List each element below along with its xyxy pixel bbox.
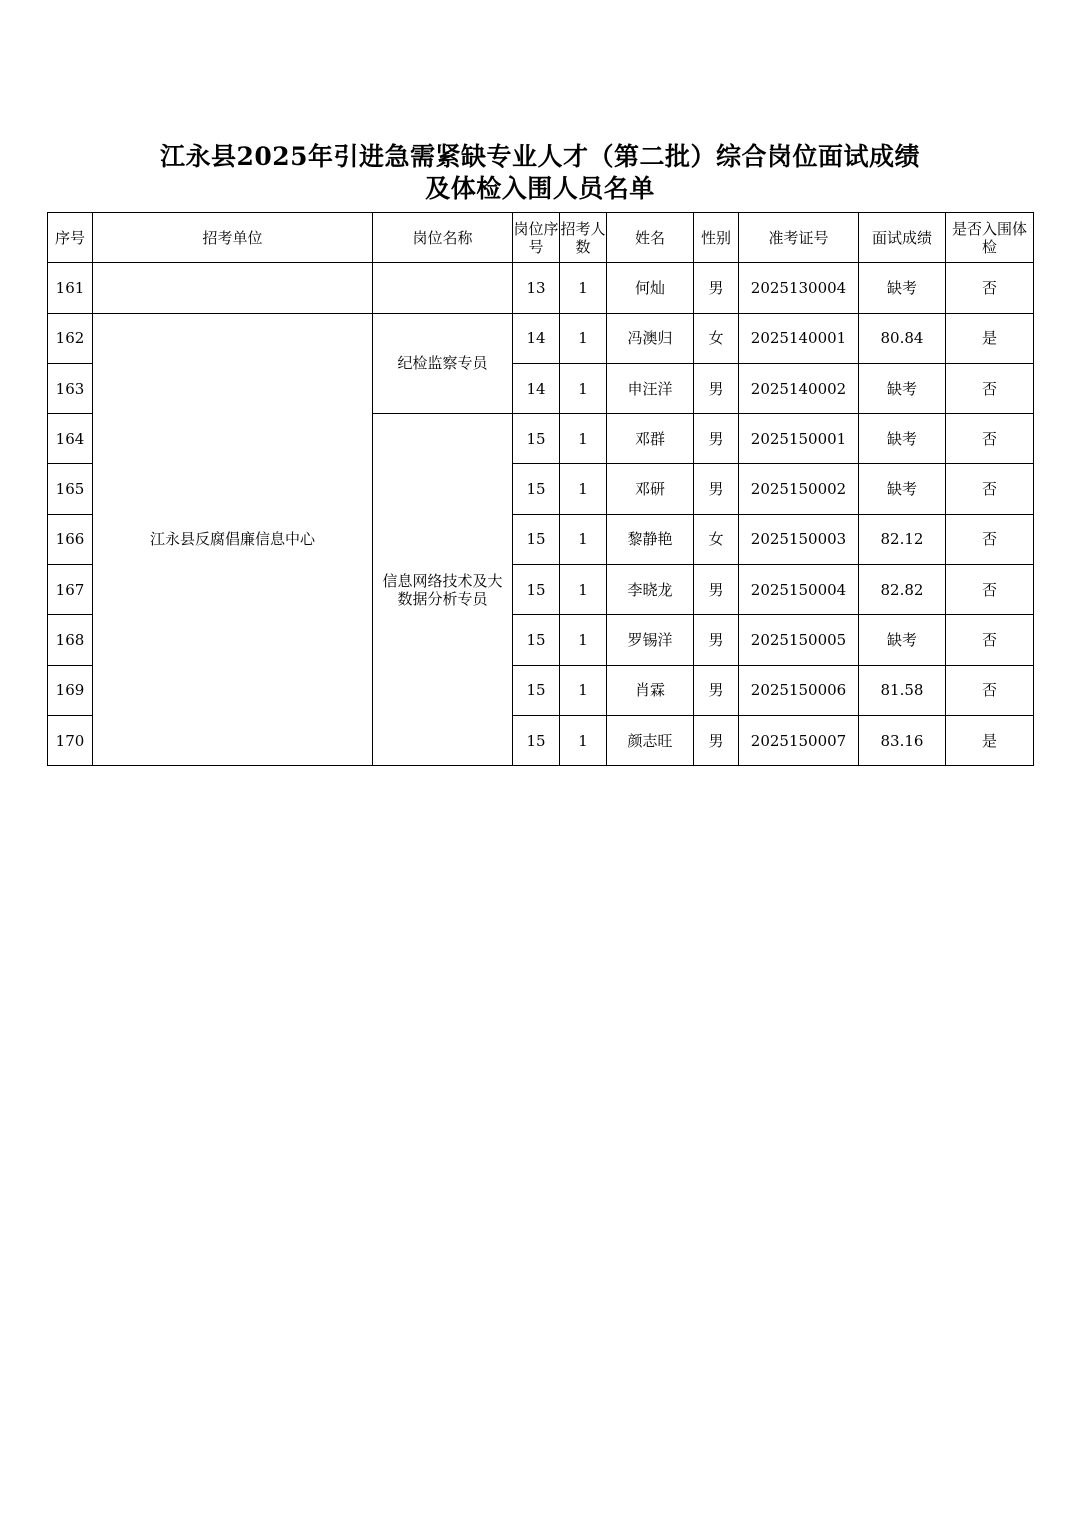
cell-name: 申汪洋 — [607, 363, 694, 413]
cell-exam-id: 2025150002 — [739, 464, 859, 514]
table-row — [48, 313, 1034, 363]
cell-exam-id: 2025150007 — [739, 715, 859, 765]
cell-name: 李晓龙 — [607, 565, 694, 615]
cell-name: 何灿 — [607, 263, 694, 313]
cell-score: 缺考 — [859, 615, 946, 665]
cell-gender: 男 — [694, 414, 739, 464]
cell-quota: 1 — [560, 665, 607, 715]
page-title-line-1: 江永县2025年引进急需紧缺专业人才（第二批）综合岗位面试成绩 — [159, 142, 921, 171]
cell-exam-id: 2025140001 — [739, 313, 859, 363]
cell-qualified: 否 — [946, 414, 1034, 464]
cell-post-15-merged: 信息网络技术及大数据分析专员 — [373, 414, 513, 766]
cell-qualified: 否 — [946, 263, 1034, 313]
cell-quota: 1 — [560, 263, 607, 313]
cell-post-seq: 15 — [513, 414, 560, 464]
cell-quota: 1 — [560, 615, 607, 665]
cell-post-seq: 15 — [513, 715, 560, 765]
header-name: 姓名 — [607, 213, 694, 263]
cell-gender: 男 — [694, 565, 739, 615]
cell-post-seq: 15 — [513, 565, 560, 615]
cell-score: 80.84 — [859, 313, 946, 363]
header-qualified: 是否入围体检 — [946, 213, 1034, 263]
header-score: 面试成绩 — [859, 213, 946, 263]
header-quota: 招考人数 — [560, 213, 607, 263]
cell-post-seq: 15 — [513, 514, 560, 564]
cell-qualified: 否 — [946, 665, 1034, 715]
cell-seq: 166 — [48, 514, 93, 564]
cell-score: 缺考 — [859, 464, 946, 514]
cell-quota: 1 — [560, 565, 607, 615]
cell-exam-id: 2025150006 — [739, 665, 859, 715]
table-header-row — [48, 213, 1034, 263]
cell-quota: 1 — [560, 715, 607, 765]
cell-seq: 169 — [48, 665, 93, 715]
header-unit: 招考单位 — [93, 213, 373, 263]
cell-post-14-merged: 纪检监察专员 — [373, 313, 513, 414]
cell-qualified: 是 — [946, 313, 1034, 363]
header-post-name: 岗位名称 — [373, 213, 513, 263]
cell-exam-id: 2025150003 — [739, 514, 859, 564]
cell-qualified: 否 — [946, 615, 1034, 665]
cell-qualified: 是 — [946, 715, 1034, 765]
cell-gender: 男 — [694, 715, 739, 765]
cell-qualified: 否 — [946, 514, 1034, 564]
cell-name: 邓群 — [607, 414, 694, 464]
cell-post-seq: 14 — [513, 363, 560, 413]
page-title-line-2: 及体检入围人员名单 — [425, 174, 655, 203]
cell-name: 冯澳归 — [607, 313, 694, 363]
table-row — [48, 263, 1034, 313]
cell-name: 邓研 — [607, 464, 694, 514]
cell-exam-id: 2025150001 — [739, 414, 859, 464]
cell-score: 82.82 — [859, 565, 946, 615]
cell-post-seq: 15 — [513, 615, 560, 665]
cell-seq: 168 — [48, 615, 93, 665]
cell-seq: 170 — [48, 715, 93, 765]
cell-score: 缺考 — [859, 414, 946, 464]
cell-score: 82.12 — [859, 514, 946, 564]
cell-seq: 164 — [48, 414, 93, 464]
cell-gender: 男 — [694, 464, 739, 514]
cell-seq: 162 — [48, 313, 93, 363]
cell-name: 肖霖 — [607, 665, 694, 715]
cell-quota: 1 — [560, 313, 607, 363]
cell-post-seq: 15 — [513, 665, 560, 715]
cell-qualified: 否 — [946, 363, 1034, 413]
cell-gender: 男 — [694, 665, 739, 715]
cell-post-seq: 15 — [513, 464, 560, 514]
cell-score: 缺考 — [859, 363, 946, 413]
cell-qualified: 否 — [946, 464, 1034, 514]
results-table — [47, 212, 1034, 766]
cell-unit-empty — [93, 263, 373, 313]
cell-post-seq: 13 — [513, 263, 560, 313]
cell-exam-id: 2025150005 — [739, 615, 859, 665]
cell-seq: 163 — [48, 363, 93, 413]
cell-quota: 1 — [560, 363, 607, 413]
cell-score: 81.58 — [859, 665, 946, 715]
cell-name: 罗锡洋 — [607, 615, 694, 665]
cell-exam-id: 2025140002 — [739, 363, 859, 413]
cell-exam-id: 2025150004 — [739, 565, 859, 615]
cell-score: 83.16 — [859, 715, 946, 765]
cell-quota: 1 — [560, 514, 607, 564]
cell-name: 颜志旺 — [607, 715, 694, 765]
cell-gender: 男 — [694, 363, 739, 413]
cell-exam-id: 2025130004 — [739, 263, 859, 313]
cell-qualified: 否 — [946, 565, 1034, 615]
cell-score: 缺考 — [859, 263, 946, 313]
cell-seq: 167 — [48, 565, 93, 615]
header-seq: 序号 — [48, 213, 93, 263]
cell-gender: 女 — [694, 514, 739, 564]
header-gender: 性别 — [694, 213, 739, 263]
cell-quota: 1 — [560, 414, 607, 464]
cell-gender: 男 — [694, 615, 739, 665]
cell-post-seq: 14 — [513, 313, 560, 363]
cell-gender: 男 — [694, 263, 739, 313]
cell-name: 黎静艳 — [607, 514, 694, 564]
cell-unit-merged: 江永县反腐倡廉信息中心 — [93, 313, 373, 766]
cell-seq: 165 — [48, 464, 93, 514]
cell-seq: 161 — [48, 263, 93, 313]
cell-quota: 1 — [560, 464, 607, 514]
cell-post-empty — [373, 263, 513, 313]
header-exam-id: 准考证号 — [739, 213, 859, 263]
header-post-seq: 岗位序号 — [513, 213, 560, 263]
cell-gender: 女 — [694, 313, 739, 363]
